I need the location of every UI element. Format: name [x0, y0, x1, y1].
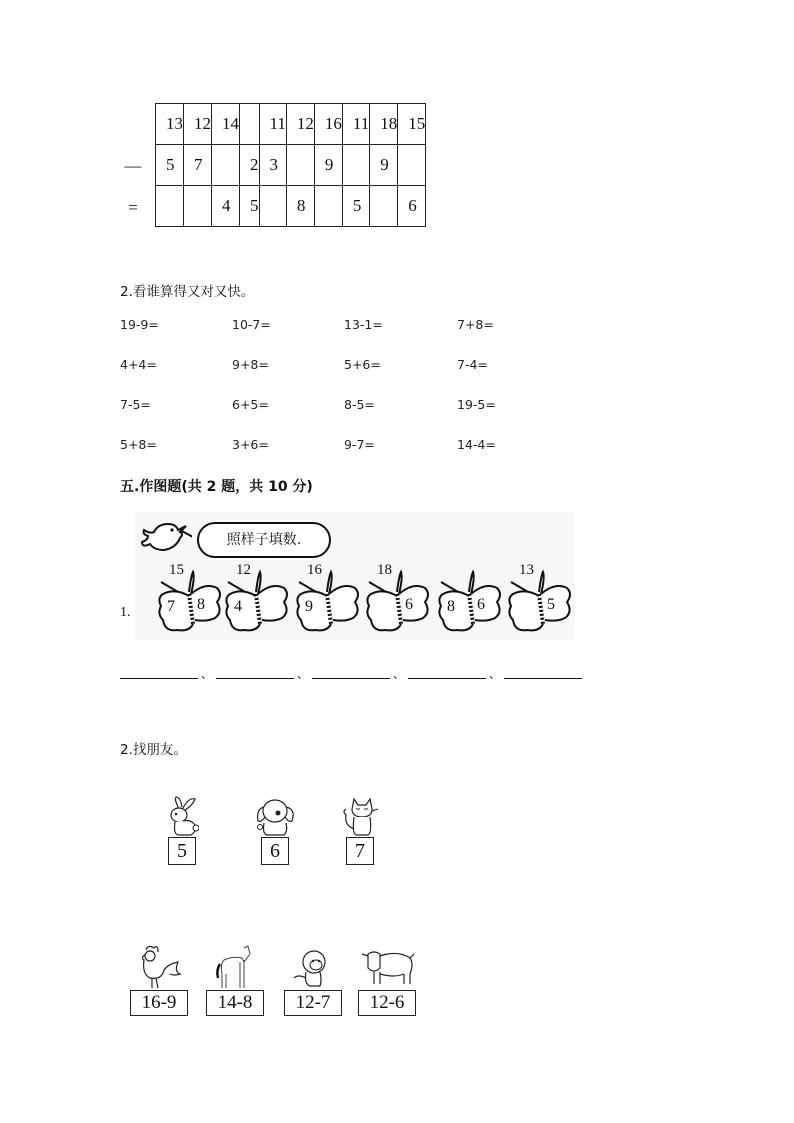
table-row	[156, 104, 426, 145]
blank-separator: 、	[200, 667, 213, 681]
table-cell: 11	[259, 104, 286, 145]
calc-problem: 7-5=	[120, 397, 151, 412]
table-row	[156, 145, 426, 186]
answer-blank[interactable]	[216, 668, 294, 679]
blank-separator: 、	[296, 667, 309, 681]
table-cell	[398, 145, 426, 186]
butterfly-left-number: 4	[234, 598, 242, 615]
butterfly-right-number: 8	[197, 596, 205, 613]
table-cell: 7	[184, 145, 212, 186]
rooster-card	[130, 944, 188, 1016]
table-cell: 6	[398, 186, 426, 227]
table-cell: 11	[342, 104, 369, 145]
expr-box-14-8: 14-8	[206, 990, 264, 1016]
table-cell	[156, 186, 184, 227]
table-cell: 9	[370, 145, 398, 186]
answer-blank[interactable]	[408, 668, 486, 679]
table-cell: 12	[184, 104, 212, 145]
calc-problem: 6+5=	[232, 397, 269, 412]
table-cell: 5	[156, 145, 184, 186]
calc-problem: 9-7=	[344, 437, 375, 452]
monkey-card	[284, 944, 342, 1016]
calc-problem: 7-4=	[457, 357, 488, 372]
answer-blank[interactable]	[312, 668, 390, 679]
bird-icon	[140, 520, 192, 554]
cat-card	[338, 795, 382, 865]
table-cell	[370, 186, 398, 227]
table-cell: 12	[286, 104, 314, 145]
butterfly	[435, 562, 507, 638]
table-cell	[184, 186, 212, 227]
subtraction-table	[155, 103, 426, 227]
butterfly-top-number: 12	[236, 562, 251, 578]
table-cell: 13	[156, 104, 184, 145]
expr-box-12-7: 12-7	[284, 990, 342, 1016]
calc-problem: 14-4=	[457, 437, 496, 452]
expr-box-12-6: 12-6	[358, 990, 416, 1016]
butterfly-icon	[505, 562, 577, 638]
section-5-title: 五.作图题(共 2 题，共 10 分)	[120, 479, 313, 495]
butterfly-icon	[363, 562, 435, 638]
blank-separator: 、	[488, 667, 501, 681]
calc-problem: 13-1=	[344, 317, 383, 332]
table-cell	[212, 145, 240, 186]
table-cell: 5	[342, 186, 369, 227]
butterfly-right-number: 5	[547, 596, 555, 613]
table-cell	[240, 104, 260, 145]
butterfly-top-number: 18	[377, 562, 392, 578]
calc-problem: 19-5=	[457, 397, 496, 412]
table-cell	[286, 145, 314, 186]
quick-calc-title: 2.看谁算得又对又快。	[120, 284, 255, 300]
calc-problem: 8-5=	[344, 397, 375, 412]
calc-problem: 5+8=	[120, 437, 157, 452]
table-cell: 16	[314, 104, 342, 145]
cow-card	[358, 944, 416, 1016]
butterfly-left-number: 7	[167, 598, 175, 615]
calc-problem: 9+8=	[232, 357, 269, 372]
table-cell: 18	[370, 104, 398, 145]
number-box-7: 7	[346, 837, 374, 865]
rabbit-card	[162, 795, 202, 865]
answer-blank[interactable]	[120, 668, 198, 679]
butterfly	[505, 562, 577, 638]
butterfly	[293, 562, 365, 638]
calc-problem: 3+6=	[232, 437, 269, 452]
butterfly	[155, 562, 227, 638]
number-box-5: 5	[168, 837, 196, 865]
butterfly-top-number: 16	[307, 562, 322, 578]
rabbit-icon	[165, 795, 199, 837]
calc-problem: 19-9=	[120, 317, 159, 332]
table-cell	[342, 145, 369, 186]
table-cell: 2	[240, 145, 260, 186]
row-sign-equals: =	[128, 198, 138, 217]
calc-problem: 7+8=	[457, 317, 494, 332]
table-row	[156, 186, 426, 227]
butterfly-icon	[155, 562, 227, 638]
butterfly-top-number: 15	[169, 562, 184, 578]
butterfly-left-number: 9	[305, 598, 313, 615]
horse-icon	[210, 944, 260, 990]
butterfly-icon	[435, 562, 507, 638]
find-friends-title: 2.找朋友。	[120, 742, 187, 758]
monkey-icon	[288, 944, 338, 990]
table-cell: 8	[286, 186, 314, 227]
table-cell: 3	[259, 145, 286, 186]
cat-icon	[338, 795, 382, 837]
table-cell	[314, 186, 342, 227]
dog-card	[252, 795, 298, 865]
butterfly	[222, 562, 294, 638]
table-cell: 4	[212, 186, 240, 227]
butterfly	[363, 562, 435, 638]
butterfly-right-number: 6	[405, 596, 413, 613]
question-1-number: 1.	[120, 605, 131, 620]
butterfly-icon	[293, 562, 365, 638]
butterfly-left-number: 8	[447, 598, 455, 615]
blank-separator: 、	[392, 667, 405, 681]
butterfly-icon	[222, 562, 294, 638]
table-cell	[259, 186, 286, 227]
table-cell: 9	[314, 145, 342, 186]
number-box-6: 6	[261, 837, 289, 865]
calc-problem: 5+6=	[344, 357, 381, 372]
dog-icon	[252, 795, 298, 837]
butterfly-illustration	[135, 512, 575, 640]
table-cell: 14	[212, 104, 240, 145]
row-sign-minus: —	[124, 156, 142, 175]
butterfly-right-number: 6	[477, 596, 485, 613]
table-cell: 5	[240, 186, 260, 227]
horse-card	[206, 944, 264, 1016]
quick-calc-grid	[120, 316, 570, 454]
answer-blank[interactable]	[504, 668, 582, 679]
calc-problem: 4+4=	[120, 357, 157, 372]
calc-problem: 10-7=	[232, 317, 271, 332]
speech-bubble: 照样子填数.	[197, 522, 331, 558]
table-cell: 15	[398, 104, 426, 145]
rooster-icon	[134, 944, 184, 990]
cow-icon	[358, 944, 416, 990]
answer-blanks	[120, 668, 582, 679]
butterfly-top-number: 13	[519, 562, 534, 578]
expr-box-16-9: 16-9	[130, 990, 188, 1016]
